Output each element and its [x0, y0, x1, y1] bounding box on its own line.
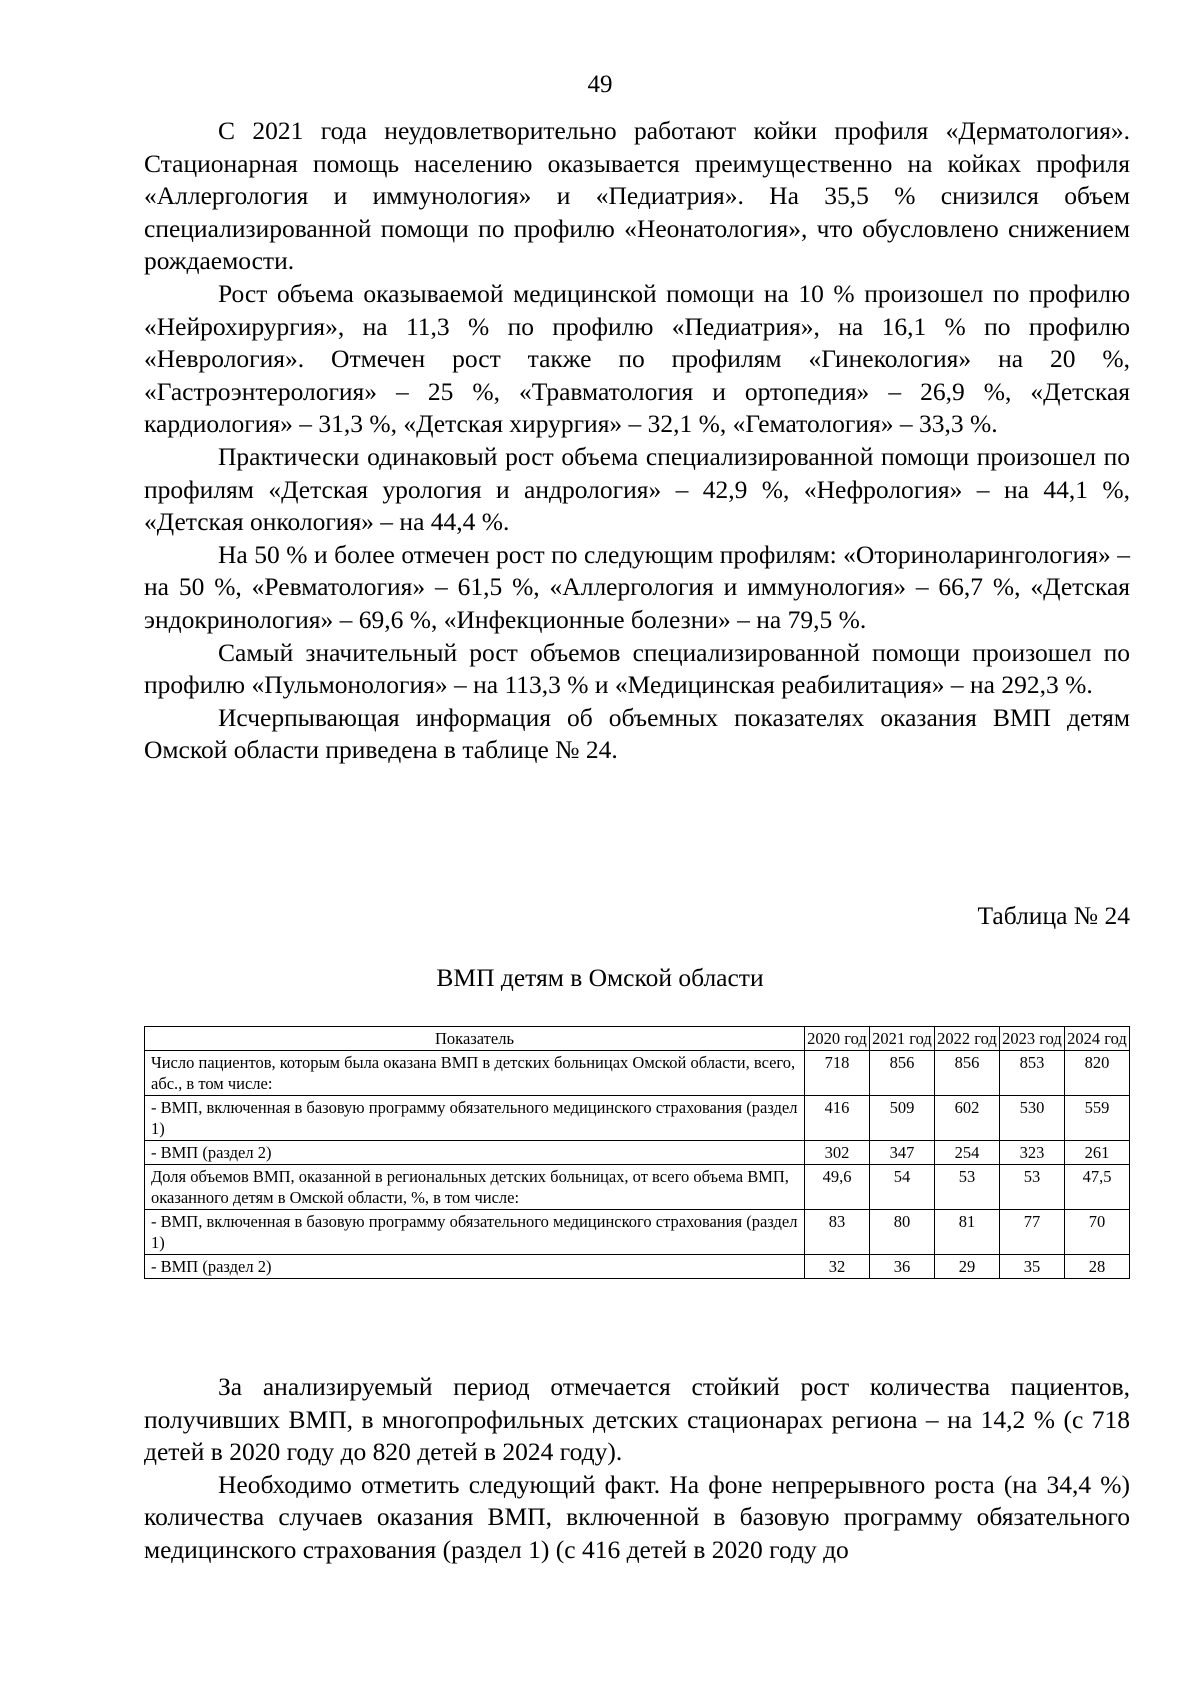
table-cell: 77: [1000, 1210, 1065, 1255]
table-cell: 853: [1000, 1051, 1065, 1096]
paragraph: Исчерпывающая информация об объемных показателях оказания ВМП детям Омской области приведена в таблице № 24.: [144, 702, 1130, 765]
table-cell: 80: [870, 1210, 935, 1255]
table-cell: 718: [805, 1051, 870, 1096]
table-cell: 70: [1065, 1210, 1130, 1255]
table-cell: 602: [935, 1096, 1000, 1141]
table-cell: 83: [805, 1210, 870, 1255]
paragraph: На 50 % и более отмечен рост по следующим профилям: «Оториноларингология» – на 50 %, «Ревматология» – 61,5 %, «Аллергология и иммунология» – 66,7 %, «Детская эндокринология» – 69,6 %, «Инфекционные болезни» – на 79,5 %.: [144, 539, 1130, 634]
table-row: [145, 1051, 1130, 1096]
paragraph: За анализируемый период отмечается стойкий рост количества пациентов, получивших ВМП, в многопрофильных детских стационарах региона – на 14,2 % (с 718 детей в 2020 году до 820 детей в 2024 году).: [144, 1372, 1130, 1467]
paragraph: Самый значительный рост объемов специализированной помощи произошел по профилю «Пульмонология» – на 113,3 % и «Медицинская реабилитация» – на 292,3 %.: [144, 637, 1130, 700]
table-cell: 559: [1065, 1096, 1130, 1141]
row-label: Доля объемов ВМП, оказанной в региональных детских больницах, от всего объема ВМП, оказанного детям в Омской области, %, в том числе:: [145, 1165, 805, 1210]
table-cell: 261: [1065, 1141, 1130, 1165]
paragraph: Необходимо отметить следующий факт. На фоне непрерывного роста (на 34,4 %) количества случаев оказания ВМП, включенной в базовую программу обязательного медицинского страхования (раздел 1) (с 416 детей в 2020 году до: [144, 1469, 1130, 1564]
table-cell: 509: [870, 1096, 935, 1141]
table-row: [145, 1165, 1130, 1210]
table-cell: 29: [935, 1255, 1000, 1279]
column-header-year: 2024 год: [1065, 1027, 1130, 1051]
table-cell: 53: [935, 1165, 1000, 1210]
table-cell: 856: [870, 1051, 935, 1096]
table-cell: 820: [1065, 1051, 1130, 1096]
table-cell: 53: [1000, 1165, 1065, 1210]
paragraph: Рост объема оказываемой медицинской помощи на 10 % произошел по профилю «Нейрохирургия», на 11,3 % по профилю «Педиатрия», на 16,1 % по профилю «Неврология». Отмечен рост также по профилям «Гинекология» на 20 %, «Гастроэнтерология» – 25 %, «Травматология и ортопедия» – 26,9 %, «Детская кардиология» – 31,3 %, «Детская хирургия» – 32,1 %, «Гематология» – 33,3 %.: [144, 278, 1130, 439]
table-cell: 32: [805, 1255, 870, 1279]
row-label: - ВМП (раздел 2): [145, 1255, 805, 1279]
data-table: [144, 1026, 1130, 1279]
table-row: [145, 1210, 1130, 1255]
table-cell: 347: [870, 1141, 935, 1165]
table-cell: 47,5: [1065, 1165, 1130, 1210]
table-cell: 323: [1000, 1141, 1065, 1165]
table-cell: 81: [935, 1210, 1000, 1255]
page-number: 49: [587, 71, 613, 98]
table-cell: 54: [870, 1165, 935, 1210]
column-header-year: 2021 год: [870, 1027, 935, 1051]
column-header-indicator: Показатель: [145, 1027, 805, 1051]
table-cell: 416: [805, 1096, 870, 1141]
row-label: - ВМП (раздел 2): [145, 1141, 805, 1165]
row-label: - ВМП, включенная в базовую программу обязательного медицинского страхования (раздел 1): [145, 1210, 805, 1255]
table-cell: 36: [870, 1255, 935, 1279]
table-cell: 35: [1000, 1255, 1065, 1279]
table-cell: 254: [935, 1141, 1000, 1165]
paragraph: Практически одинаковый рост объема специализированной помощи произошел по профилям «Детская урология и андрология» – 42,9 %, «Нефрология» – на 44,1 %, «Детская онкология» – на 44,4 %.: [144, 441, 1130, 537]
row-label: - ВМП, включенная в базовую программу обязательного медицинского страхования (раздел 1): [145, 1096, 805, 1141]
column-header-year: 2020 год: [805, 1027, 870, 1051]
table-cell: 28: [1065, 1255, 1130, 1279]
table-title: ВМП детям в Омской области: [436, 963, 764, 992]
row-label: Число пациентов, которым была оказана ВМП в детских больницах Омской области, всего, абс., в том числе:: [145, 1051, 805, 1096]
paragraph: С 2021 года неудовлетворительно работают койки профиля «Дерматология». Стационарная помощь населению оказывается преимущественно на койках профиля «Аллергология и иммунология» и «Педиатрия». На 35,5 % снизился объем специализированной помощи по профилю «Неонатология», что обусловлено снижением рождаемости.: [144, 116, 1130, 276]
table-label: Таблица № 24: [977, 901, 1130, 930]
table-row: [145, 1096, 1130, 1141]
table-cell: 49,6: [805, 1165, 870, 1210]
table-cell: 856: [935, 1051, 1000, 1096]
body-text-top: [144, 115, 1130, 767]
table-header-row: [145, 1027, 1130, 1051]
table-cell: 530: [1000, 1096, 1065, 1141]
body-text-bottom: [144, 1371, 1130, 1567]
column-header-year: 2023 год: [1000, 1027, 1065, 1051]
column-header-year: 2022 год: [935, 1027, 1000, 1051]
table-row: [145, 1255, 1130, 1279]
table-cell: 302: [805, 1141, 870, 1165]
table-row: [145, 1141, 1130, 1165]
